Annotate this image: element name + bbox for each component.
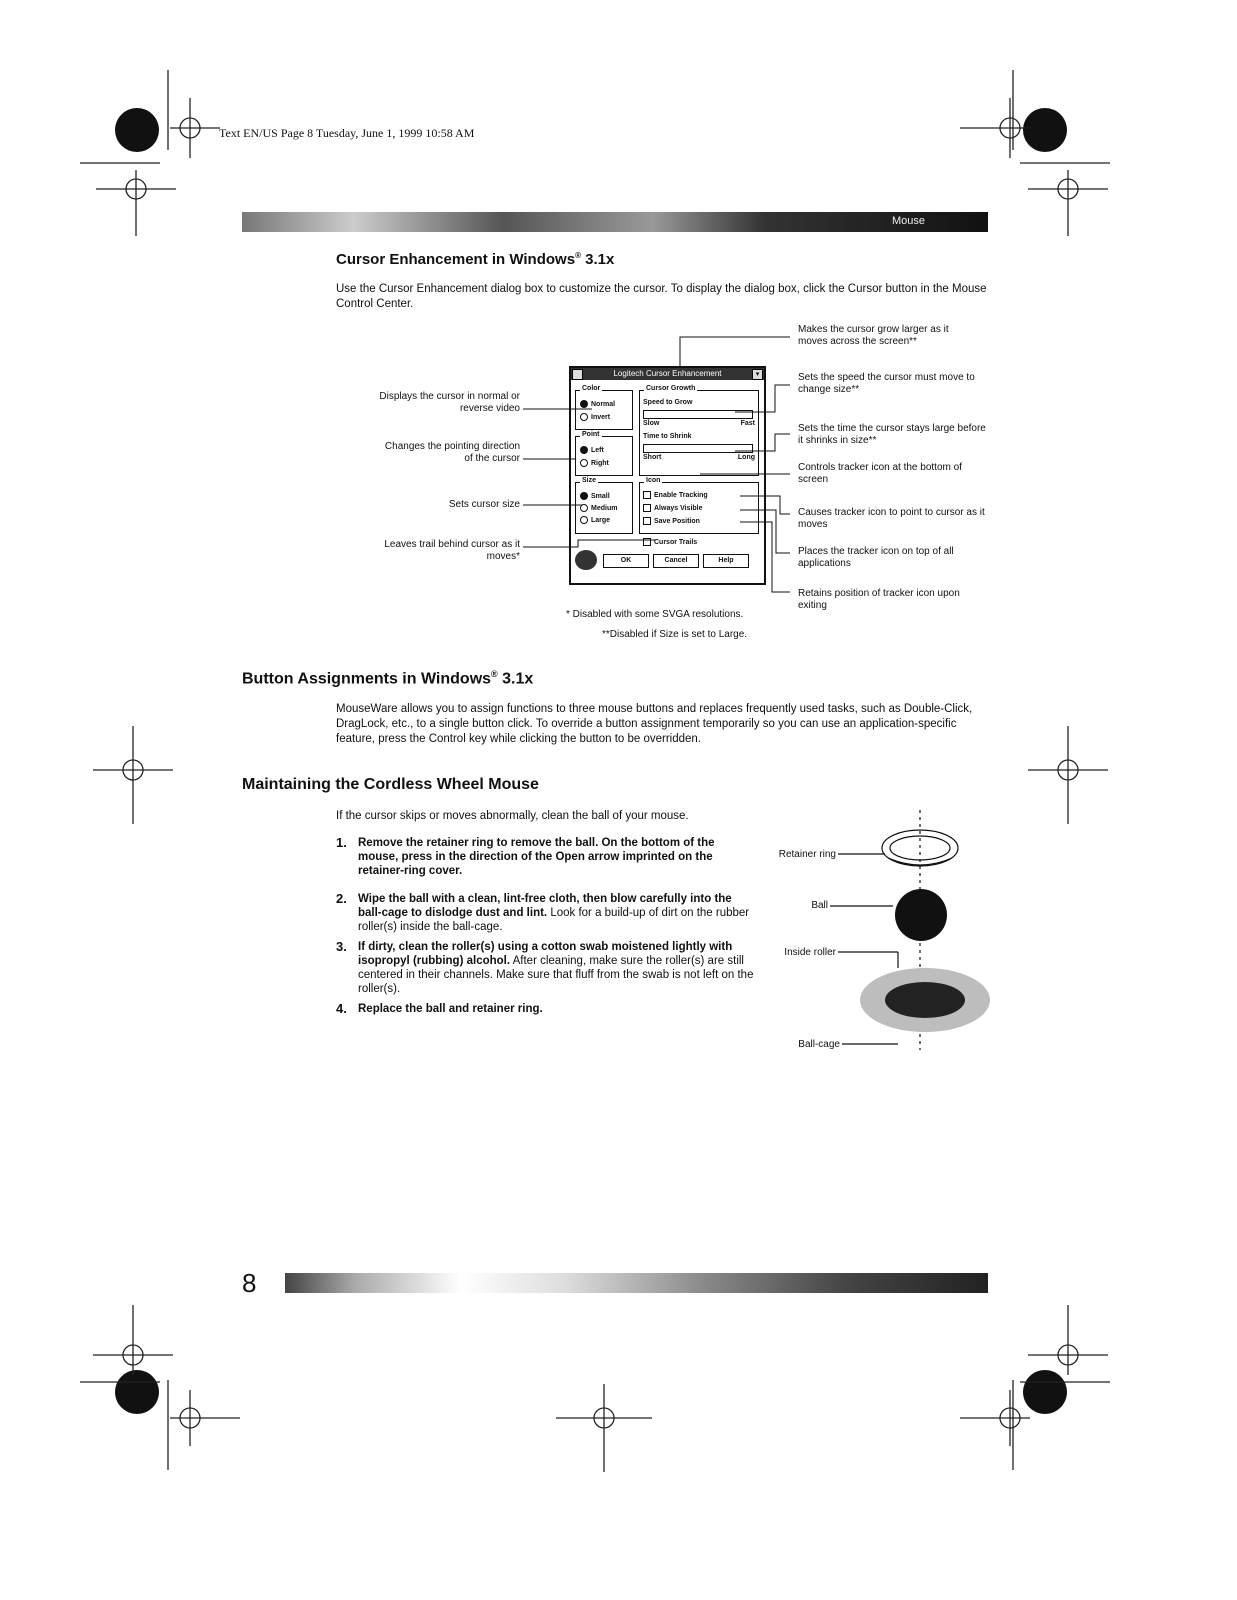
color-group-label: Color <box>582 385 601 392</box>
step-number: 4. <box>336 1001 347 1016</box>
callout-size: Sets cursor size <box>448 499 520 510</box>
reg-mark: ® <box>575 251 581 260</box>
step-rest: After cleaning, make sure the roller(s) are still centered in their channels. Make sure that fluff from the swab is not left on the roller(s). <box>358 955 754 995</box>
print-slug: Text EN/US Page 8 Tuesday, June 1, 1999 10:58 AM <box>219 126 475 140</box>
button-assignments-body: MouseWare allows you to assign functions to three mouse buttons and replaces frequently used tasks, such as Double-Click, DragLock, etc., to a single button click. To override a button assignment temporarily so you can use an application-specific feature, press the Control key while clicking the button to be overridden. <box>336 703 973 745</box>
short-label: Short <box>643 454 662 461</box>
callout-save: Retains position of tracker icon upon exiting <box>798 588 960 611</box>
callout-enable: Causes tracker icon to point to cursor as it moves <box>798 507 985 530</box>
dialog-title: Logitech Cursor Enhancement <box>613 369 722 378</box>
callout-trail: Leaves trail behind cursor as it moves* <box>384 539 520 562</box>
maintaining-intro: If the cursor skips or moves abnormally, clean the ball of your mouse. <box>336 810 689 822</box>
title-text: Button Assignments in Windows <box>242 670 492 688</box>
section-maintaining-title: Maintaining the Cordless Wheel Mouse <box>242 776 539 793</box>
section-button-assignments-title <box>242 669 533 688</box>
step-number: 3. <box>336 939 347 954</box>
title-suffix: 3.1x <box>497 670 534 688</box>
callout-grow: Makes the cursor grow larger as it moves across the screen** <box>798 324 949 347</box>
enable-tracking-label: Enable Tracking <box>654 491 708 499</box>
point-group-label: Point <box>582 431 600 438</box>
speed-label: Speed to Grow <box>643 399 693 406</box>
color-invert-label: Invert <box>591 413 611 421</box>
callout-speed: Sets the speed the cursor must move to change size** <box>798 372 975 395</box>
reg-mark: ® <box>491 669 498 679</box>
slow-label: Slow <box>643 420 660 427</box>
step-bold: Wipe the ball with a clean, lint-free cloth, then blow carefully into the ball-cage to dislodge dust and lint. <box>358 893 732 919</box>
list-item <box>336 940 756 996</box>
point-right-label: Right <box>591 459 609 467</box>
figure-label-retainer: Retainer ring <box>778 849 836 860</box>
long-label: Long <box>737 454 755 461</box>
callout-visible: Places the tracker icon on top of all applications <box>798 546 954 569</box>
step-number: 1. <box>336 835 347 850</box>
always-visible-label: Always Visible <box>654 504 703 512</box>
figure-label-cage: Ball-cage <box>798 1039 840 1050</box>
figure-label-ball: Ball <box>811 900 828 911</box>
cursor-trails-label: Cursor Trails <box>654 538 698 546</box>
scroll-down-icon[interactable]: ▾ <box>752 369 763 380</box>
cancel-button[interactable]: Cancel <box>653 554 699 568</box>
list-item <box>336 892 756 934</box>
ok-button[interactable]: OK <box>603 554 649 568</box>
fast-label: Fast <box>740 420 755 427</box>
page-number: 8 <box>242 1268 257 1298</box>
step-number: 2. <box>336 891 347 906</box>
step-bold: Replace the ball and retainer ring. <box>358 1003 543 1015</box>
step-bold: Remove the retainer ring to remove the ball. On the bottom of the mouse, press in the direction of the Open arrow imprinted on the retainer-ring cover. <box>358 837 715 877</box>
step-bold: If dirty, clean the roller(s) using a cotton swab moistened lightly with isopropyl (rubbing) alcohol. <box>358 941 733 967</box>
title-text: Cursor Enhancement in Windows <box>336 251 576 268</box>
list-item <box>336 836 756 878</box>
size-medium-label: Medium <box>591 504 618 512</box>
size-small-label: Small <box>591 492 610 500</box>
point-left-label: Left <box>591 446 604 454</box>
step-rest: Look for a build-up of dirt on the rubber roller(s) inside the ball-cage. <box>358 907 750 933</box>
footer-band <box>285 1273 988 1293</box>
maintenance-steps <box>336 836 756 1030</box>
callout-tracker: Controls tracker icon at the bottom of screen <box>798 462 962 485</box>
icon-group-label: Icon <box>646 477 661 484</box>
growth-group-label: Cursor Growth <box>646 385 696 392</box>
footnote-one: * Disabled with some SVGA resolutions. <box>566 609 744 620</box>
shrink-label: Time to Shrink <box>643 433 692 440</box>
footnote-two: **Disabled if Size is set to Large. <box>602 629 748 640</box>
title-suffix: 3.1x <box>580 251 615 268</box>
size-group-label: Size <box>582 477 597 484</box>
cursor-intro-text: Use the Cursor Enhancement dialog box to customize the cursor. To display the dialog box, click the Cursor button in the Mouse Control Center. <box>336 283 987 310</box>
header-band-text: Mouse <box>892 215 926 227</box>
color-normal-label: Normal <box>591 400 616 408</box>
mouse-ball-figure <box>760 800 1000 1060</box>
help-button[interactable]: Help <box>703 554 749 568</box>
callout-point: Changes the pointing direction of the cursor <box>384 441 520 464</box>
callout-color: Displays the cursor in normal or reverse video <box>379 391 520 414</box>
save-position-label: Save Position <box>654 517 700 525</box>
figure-label-roller: Inside roller <box>784 947 836 958</box>
size-large-label: Large <box>591 516 611 524</box>
list-item <box>336 1002 756 1016</box>
callout-shrink: Sets the time the cursor stays large before it shrinks in size** <box>798 423 986 446</box>
